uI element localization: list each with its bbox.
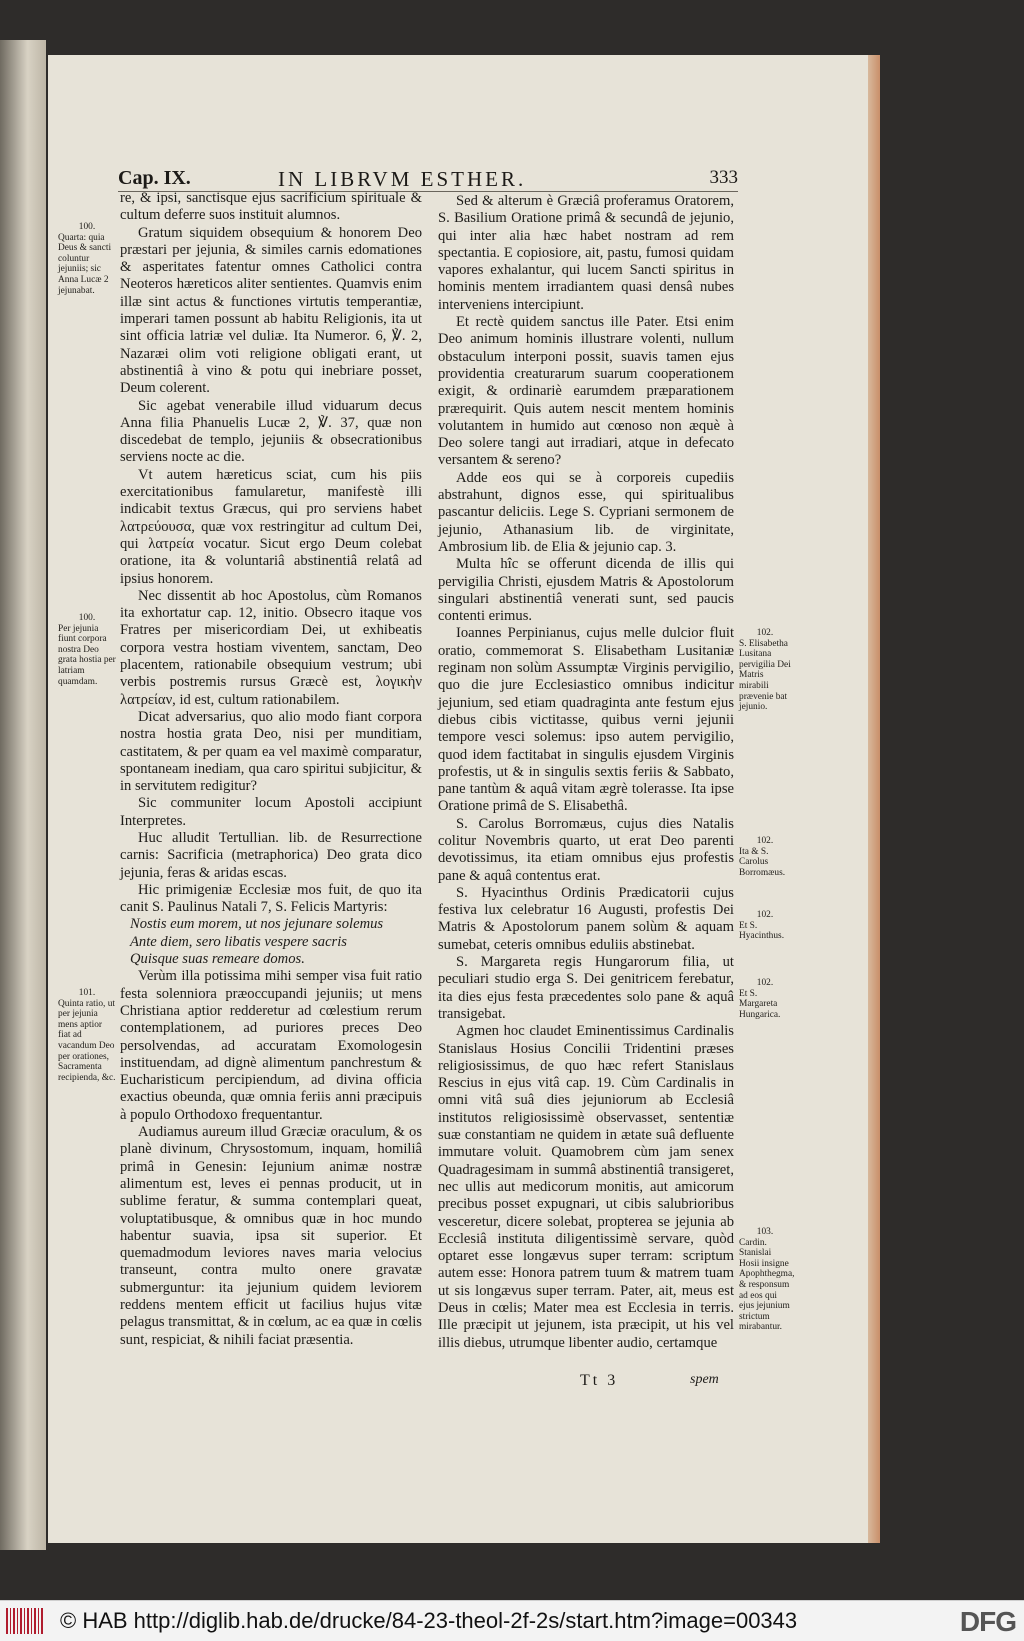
left-text-column	[120, 190, 422, 1349]
margin-note-text: Et S. Margareta Hungarica.	[739, 988, 781, 1020]
catchword: spem	[690, 1372, 719, 1387]
verse-line: Ante diem, sero libatis vespere sacris	[130, 933, 347, 950]
margin-note-number: 100.	[78, 613, 96, 623]
paragraph: Agmen hoc claudet Eminentissimus Cardinalis Stanislaus Hosius Concilii Tridentini præses religiosissimus, de quo hæc refert Stanislaus Rescius in ejus vitâ cap. 19. Cùm Cardinalis in omni vitâ suâ dies jejuniorum ab Ecclesiâ institutos religiosissimè observasset, sententiæ suæ constantiam ne quidem in ætate suâ defluente immutare voluit. Quamobrem cùm jam senex Quadragesimam in summâ abstinentiâ transigeret, nec ullis aut medicorum monitis, aut amicorum precibus posset expugnari, ut cibis salubrioribus vesceretur, dicere solebat, propterea se jejunia ab Ecclesiâ instituta diligentissimè servare, quòd optaret esse longævus super terram: scriptum autem esse: Honora patrem tuum & matrem tuam ut sis longævus super terram. Pater, ait, meus est Deus in cœlis; Mater mea est Ecclesia in terris. Ille præcipit ut jejunem, ista præcipit, ut his vel illis diebus, utrumque libenter audio, certamque	[438, 1023, 734, 1351]
paragraph: Ioannes Perpinianus, cujus melle dulcior fluit oratio, commemorat S. Elisabetham Lusitaniæ reginam non solùm Assumptæ Virginis pervigilio, quo die jure Ecclesiastico omnibus indicitur jejunium, sed etiam quadraginta ante festum ejus diebus cibis victitasse, quibus verni jejunii tempore vesci solemus: ipso autem pervigilio, quod idem factitabat in singulis ejusdem Virginis profestis, ut & in singulis sextis feriis & Sabbato, pane tantùm & aquâ vitam ægrè tolerasse. Ita ipse Oratione primâ de S. Elisabethâ.	[438, 625, 734, 815]
signature-mark: Tt 3	[580, 1372, 619, 1389]
paragraph: re, & ipsi, sanctisque ejus sacrificium spirituale & cultum deferre suos instituit alumnos.	[120, 190, 422, 224]
margin-note-number: 102.	[756, 910, 774, 920]
running-title: IN LIBRVM ESTHER.	[278, 167, 527, 191]
barcode-icon	[6, 1608, 44, 1634]
margin-note-number: 101.	[78, 988, 96, 998]
paragraph: Adde eos qui se à corporeis cupediis abstrahunt, dignos esse, qui spiritualibus pascantur deliciis. Lege S. Cypriani sermonem de jejunio, Athanasium lib. de virginitate, Ambrosium lib. de Elia & jejunio cap. 3.	[438, 469, 734, 555]
paragraph: Sic agebat venerabile illud viduarum decus Anna filia Phanuelis Lucæ 2, ℣. 37, quæ non discedebat de templo, jejuniis & obsecrationibus serviens nocte ac die.	[120, 397, 422, 466]
margin-note	[739, 836, 791, 878]
paragraph: Multa hîc se offerunt dicenda de illis qui pervigilia Christi, ejusdem Matris & Apostolorum singulari abstinentiâ venerati sunt, sed paucis contenti erimus.	[438, 556, 734, 625]
dfg-logo: DFG	[959, 1606, 1016, 1637]
paragraph: Sic communiter locum Apostoli accipiunt Interpretes.	[120, 795, 422, 829]
paragraph: Nec dissentit ab hoc Apostolus, cùm Romanos ita exhortatur cap. 12, initio. Obsecro itaque vos Fratres per misericordiam Dei, ut exhibeatis corpora vestra hostiam viventem, sanctam, Deo placentem, rationabile obsequium vestrum; ubi verbis postremis rursus Græcè est, λογικὴν λατρείαν, id est, cultum rationabilem.	[120, 587, 422, 708]
paragraph: S. Carolus Borromæus, cujus dies Natalis colitur Novembris quarto, ut erat Deo parenti devotissimus, ita etiam omnibus ejus profestis pane & aquâ contentus erat.	[438, 815, 734, 884]
margin-note-text: S. Elisabetha Lusitana pervigilia Dei Matris mirabili prævenie bat jejunio.	[739, 638, 791, 713]
page-number: 333	[709, 167, 738, 188]
margin-note-number: 102.	[756, 836, 774, 846]
footer-copyright[interactable]: © HAB http://diglib.hab.de/drucke/84-23-theol-2f-2s/start.htm?image=00343	[60, 1608, 798, 1633]
paragraph: Gratum siquidem obsequium & honorem Deo præstari per jejunia, & similes carnis edomationes & asperitates fatentur omnes Catholici contra Neoteros hæreticos aliter sentientes. Quamvis enim illæ sint actus & functiones virtutis temperantiæ, imperari tamen possunt ab habitu Religionis, ita ut sint officia latriæ vel duliæ. Ita Numeror. 6, ℣. 2, Nazaræi olim voti religione obligati erant, ut abstinentiâ à vino & potu qui inebriare posset, Deum colerent.	[120, 224, 422, 397]
margin-note-text: Cardin. Stanislai Hosii insigne Apophthegma, & responsum ad eos qui ejus jejunium strictum mirabantur.	[739, 1237, 795, 1333]
verse-line: Nostis eum morem, ut nos jejunare solemus	[130, 916, 384, 933]
paragraph: Audiamus aureum illud Græciæ oraculum, & os planè divinum, Chrysostomum, inquam, homiliâ primâ in Genesin: Iejunium animæ nostræ alimentum est, leves ei pennas producit, ut in sublime feratur, & summa contemplari queat, voluptatibusque, & omnibus quæ in hoc mundo habentur suavia, ipsa sit superior. Et quemadmodum leviores naves maria velocius transeunt, contra multo onere gravatæ submerguntur: ita jejunium quidem leviorem reddens mentem efficit ut facilius hujus vitæ pelagus transmittat, & in cœlum, ac ea quæ in cœlis sunt, respiciat, & nihili faciat præsentia.	[120, 1124, 422, 1348]
margin-note-text: Quarta: quia Deus & sancti coluntur jejuniis; sic Anna Lucæ 2 jejunabat.	[58, 232, 112, 296]
margin-note-number: 102.	[756, 628, 774, 638]
paragraph: Vt autem hæreticus sciat, cum his piis exercitationibus famularetur, manifestè illi indicabit textus Græcus, qui pro serviens habet λατρεύουσα, quæ vox restringitur ad cultum Dei, qui λατρεία vocatur. Sicut ergo Deum colebat oratione, ita & voluntariâ abstinentiâ relatâ ad ipsius honorem.	[120, 466, 422, 587]
paragraph: S. Hyacinthus Ordinis Prædicatorii cujus festiva lux celebratur 16 Augusti, profestis Dei Matris & Apostolorum panem solùm & aquam sumebat, ceteris omnibus eduliis abstinebat.	[438, 884, 734, 953]
left-page-edge	[0, 40, 46, 1550]
paragraph: Verùm illa potissima mihi semper visa fuit ratio festa solenniora præoccupandi jejuniis; ut mens Christiana aptior redderetur ad cœlestium rerum contemplationem, ad puriores preces Deo persolvendas, ad accuratam Exomologesin instituendam, ad dignè alimentum panchrestum & Eucharisticum percipiendum, ad divina officia exactius obeunda, quæ omnia feriis anni præcipuis à populo Orthodoxo frequentantur.	[120, 968, 422, 1123]
paragraph: Huc alludit Tertullian. lib. de Resurrectione carnis: Sacrificia (metraphorica) Deo grata dico jejunia, feras & aridas escas.	[120, 829, 422, 881]
margin-note-text: Per jejunia fiunt corpora nostra Deo grata hostia per latriam quamdam.	[58, 623, 116, 687]
chapter-label: Cap. IX.	[118, 167, 191, 189]
margin-note	[58, 222, 116, 296]
margin-note	[739, 910, 791, 942]
margin-note-text: Et S. Hyacinthus.	[739, 920, 785, 942]
margin-note-number: 103.	[756, 1227, 774, 1237]
paragraph: Et rectè quidem sanctus ille Pater. Etsi enim Deo animum hominis illustrare volenti, nullum obstaculum interponi possit, suavis tamen ejus providentia creaturarum suarum cooperationem exigit, & ordinariè earumdem præparationem prærequirit. Quis autem nescit mentem hominis volutantem in humido aut cœnoso non æquè à Deo solere tangi aut irradiari, atque in defecato versantem & sereno?	[438, 314, 734, 469]
margin-note	[739, 628, 791, 713]
margin-note-text: Quinta ratio, ut per jejunia mens aptior fiat ad vacandum Deo per orationes, Sacramenta recipienda, &c.	[58, 998, 116, 1083]
margin-note	[58, 613, 116, 687]
margin-note	[58, 988, 116, 1083]
right-text-column	[438, 193, 734, 1352]
margin-note-number: 100.	[78, 222, 96, 232]
paragraph: Sed & alterum è Græciâ proferamus Oratorem, S. Basilium Oratione primâ & secundâ de jejunio, qui inter alia hæc habet nostram ad rem spectantia. E copiosiore, ait, pastu, fumosi quidam vapores exhalantur, qui lucem Sancti spiritus in hominis mentem irradiantem quasi densâ nubes interveniens intercipiunt.	[438, 193, 734, 313]
paragraph: Hic primigeniæ Ecclesiæ mos fuit, de quo ita canit S. Paulinus Natali 7, S. Felicis Martyris:	[120, 881, 422, 916]
paragraph: Dicat adversarius, quo alio modo fiant corpora nostra hostia grata Deo, nisi per munditiam, castitatem, & per quam ea vel maximè comparatur, spontaneam inediam, qua caro spiritui subjicitur, & in servitutem redigitur?	[120, 708, 422, 795]
margin-note	[739, 1227, 795, 1333]
paragraph: S. Margareta regis Hungarorum filia, ut peculiari studio erga S. Dei genitricem ferebatur, ita dies ejus festa præcedentes solo pane & aquâ transigebat.	[438, 954, 734, 1022]
margin-note-text: Ita & S. Carolus Borromæus.	[739, 846, 786, 878]
footer-bar	[0, 1600, 1024, 1641]
page-edge	[868, 55, 880, 1543]
verse-line: Quisque suas remeare domos.	[130, 951, 305, 968]
margin-note	[739, 978, 791, 1020]
margin-note-number: 102.	[756, 978, 774, 988]
